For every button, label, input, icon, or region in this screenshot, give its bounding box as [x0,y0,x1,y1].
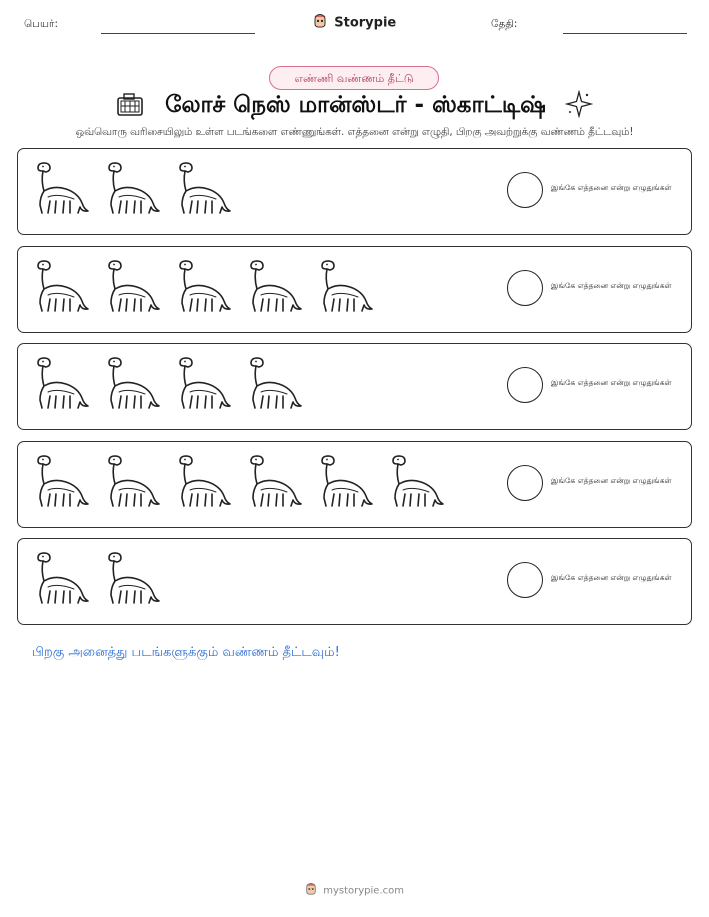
loch-ness-monster-icon [172,352,234,414]
name-line[interactable] [101,33,255,34]
loch-ness-monster-icon [314,255,376,317]
write-count-label: இங்கே எத்தனை என்று எழுதுங்கள் [551,475,672,485]
answer-circle[interactable] [507,270,543,306]
loch-ness-monster-icon [30,450,92,512]
brand-name: Storypie [334,15,397,31]
loch-ness-monster-icon [101,352,163,414]
date-label: தேதி: [491,18,518,30]
name-label: பெயர்: [24,18,59,30]
site-footer [0,882,709,899]
storypie-logo-icon [313,13,327,33]
answer-circle[interactable] [507,367,543,403]
storypie-logo-icon [305,882,317,899]
loch-ness-monster-icon [30,547,92,609]
write-count-label: இங்கே எத்தனை என்று எழுதுங்கள் [551,183,672,192]
loch-ness-monster-icon [314,450,376,512]
camera-icon [116,90,146,122]
footer-note: பிறகு அனைத்து படங்களுக்கும் வண்ணம் தீட்டவும்! [32,645,340,660]
write-count-label: இங்கே எத்தனை என்று எழுதுங்கள் [551,573,672,582]
page-title: லோச் நெஸ் மான்ஸ்டர் - ஸ்காட்டிஷ் [165,91,546,118]
count-row [17,148,692,235]
answer-circle[interactable] [507,172,543,208]
loch-ness-monster-icon [172,255,234,317]
loch-ness-monster-icon [101,255,163,317]
loch-ness-monster-icon [101,450,163,512]
loch-ness-monster-icon [101,547,163,609]
instructions: ஒவ்வொரு வரிசையிலும் உள்ள படங்களை எண்ணுங்கள். எத்தனை என்று எழுதி, பிறகு அவற்றுக்கு வண்ணம் தீட்டவும்! [75,126,634,138]
count-row [17,538,692,625]
write-count-label: இங்கே எத்தனை என்று எழுதுங்கள் [551,378,672,387]
site-url: mystorypie.com [323,885,404,897]
count-row [17,441,692,528]
loch-ness-monster-icon [30,157,92,219]
loch-ness-monster-icon [30,255,92,317]
loch-ness-monster-icon [172,157,234,219]
count-row [17,343,692,430]
answer-circle[interactable] [507,465,543,501]
loch-ness-monster-icon [30,352,92,414]
loch-ness-monster-icon [243,352,305,414]
activity-badge: எண்ணி வண்ணம் தீட்டு [269,66,439,90]
loch-ness-monster-icon [385,450,447,512]
loch-ness-monster-icon [101,157,163,219]
loch-ness-monster-icon [243,255,305,317]
write-count-label: இங்கே எத்தனை என்று எழுதுங்கள் [551,280,672,290]
date-line[interactable] [563,33,687,34]
title-row [0,90,709,124]
loch-ness-monster-icon [172,450,234,512]
loch-ness-monster-icon [243,450,305,512]
answer-circle[interactable] [507,562,543,598]
count-row [17,246,692,333]
brand [0,13,709,33]
sparkle-icon [565,90,593,122]
